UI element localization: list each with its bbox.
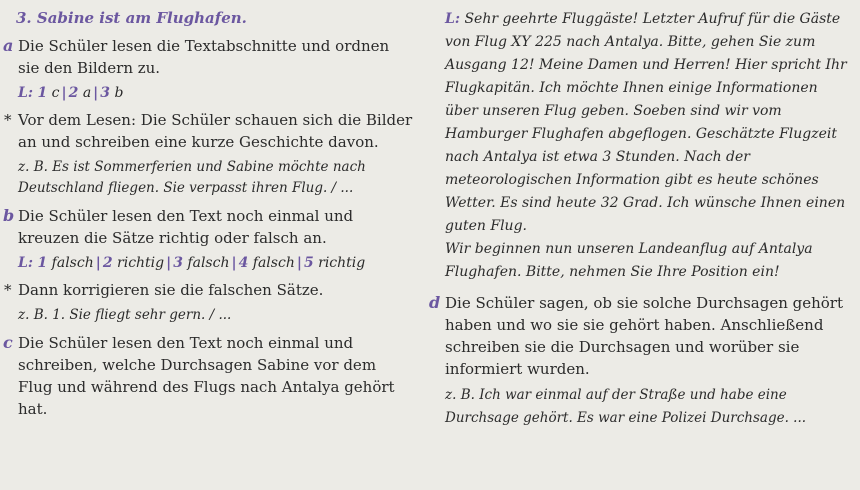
task-b-letter: b	[3, 206, 15, 225]
task-b	[4, 205, 414, 249]
correction-task	[4, 279, 414, 301]
star-marker: *	[4, 111, 12, 129]
star-marker: *	[4, 281, 12, 299]
task-d-example: z. B. Ich war einmal auf der Straße und habe eine Durchsage gehört. Es war eine Polizei Durchsage. ...	[445, 387, 807, 426]
announcement-text-1: Sehr geehrte Fluggäste! Letzter Aufruf für die Gäste von Flug XY 225 nach Antalya. Bitte, gehen Sie zum Ausgang 12! Meine Damen und Herren! Hier spricht Ihr Flugkapitän. Ich möchte Ihnen einige Informationen über unseren Flug geben. Soeben sind wir vom Hamburger Flughafen abgeflogen. Geschätzte Flugzeit nach Antalya ist etwa 3 Stunden. Nach der meteorologischen Information gibt es heute schönes Wetter. Es sind heute 32 Grad. Ich wünsche Ihnen einen guten Flug.	[445, 11, 847, 234]
task-c-letter: c	[3, 333, 13, 352]
pre-reading-example: z. B. Es ist Sommerferien und Sabine möchte nach Deutschland fliegen. Sie verpasst ihren Flug. / ...	[18, 159, 366, 196]
answer-label: L:	[18, 255, 34, 271]
announcement-paragraph-2: Wir beginnen nun unseren Landeanflug auf Antalya Flughafen. Bitte, nehmen Sie Ihre Position ein!	[445, 241, 813, 280]
answer-val: b	[114, 85, 124, 101]
task-a-answer: L: 1 c | 2 a | 3 b	[18, 85, 124, 101]
answer-val: c	[51, 85, 60, 101]
answer-num: 2	[68, 85, 79, 101]
answer-num: 3	[100, 85, 111, 101]
task-c	[4, 332, 414, 420]
pre-reading-text: Vor dem Lesen: Die Schüler schauen sich die Bilder an und schreiben eine kurze Geschichte davon.	[18, 111, 413, 151]
answer-num: 5	[303, 255, 314, 271]
answer-label: L:	[445, 11, 461, 27]
answer-num: 3	[173, 255, 183, 271]
correction-text: Dann korrigieren sie die falschen Sätze.	[18, 281, 324, 299]
task-b-answer: L: 1 falsch | 2 richtig | 3 falsch | 4 falsch | 5 richtig	[18, 255, 366, 271]
answer-num: 1	[37, 255, 48, 271]
announcement-paragraph-1	[445, 8, 854, 238]
answer-val: richtig	[318, 255, 366, 271]
task-a	[4, 35, 414, 79]
answer-num: 4	[238, 255, 249, 271]
answer-num: 1	[37, 85, 48, 101]
left-column	[4, 8, 414, 424]
correction-example: z. B. 1. Sie fliegt sehr gern. / ...	[18, 307, 232, 323]
task-a-text: Die Schüler lesen die Textabschnitte und ordnen sie den Bildern zu.	[18, 37, 390, 77]
answer-val: falsch	[51, 255, 94, 271]
answer-val: a	[82, 85, 92, 101]
task-d-text: Die Schüler sagen, ob sie solche Durchsagen gehört haben und wo sie sie gehört haben. Anschließend schreiben sie die Durchsagen und worüber sie informiert wurden.	[445, 294, 844, 378]
answer-val: falsch	[252, 255, 295, 271]
answer-val: richtig	[117, 255, 165, 271]
pre-reading-task	[4, 109, 414, 153]
answer-val: falsch	[187, 255, 230, 271]
announcement-answer	[429, 8, 854, 284]
task-b-text: Die Schüler lesen den Text noch einmal und kreuzen die Sätze richtig oder falsch an.	[18, 207, 354, 247]
task-a-letter: a	[3, 36, 14, 55]
answer-num: 2	[102, 255, 113, 271]
section-title: 3. Sabine ist am Flughafen.	[16, 9, 247, 27]
task-d-letter: d	[429, 293, 441, 312]
right-column	[429, 8, 854, 430]
task-d	[429, 292, 854, 380]
answer-label: L:	[18, 85, 34, 101]
task-c-text: Die Schüler lesen den Text noch einmal und schreiben, welche Durchsagen Sabine vor dem Flug und während des Flugs nach Antalya gehört hat.	[18, 334, 395, 418]
